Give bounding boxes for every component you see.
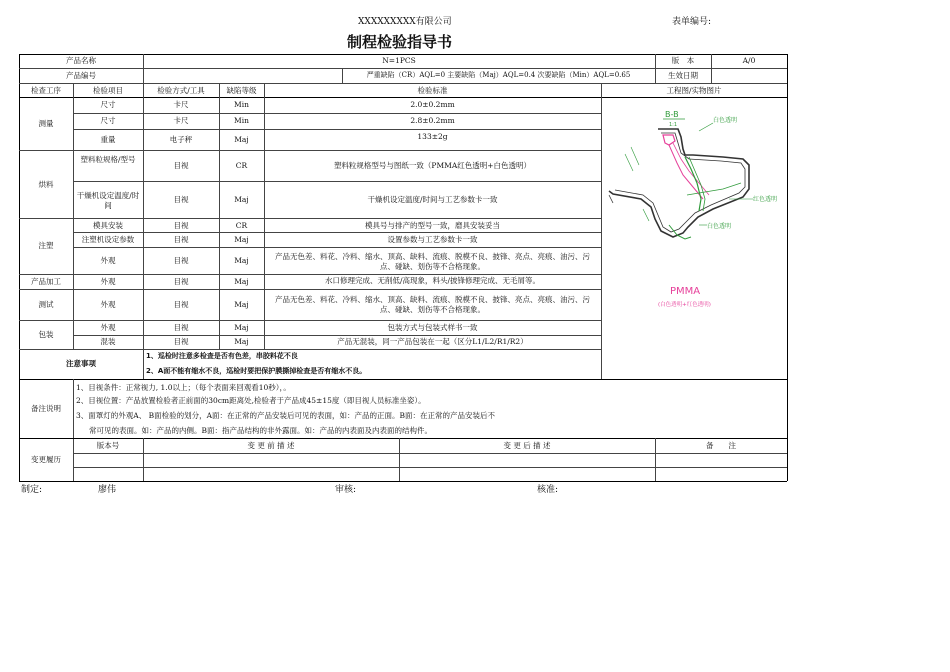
row-item: 塑料粒规格/型号 xyxy=(80,155,136,164)
note-line: 2、A面不能有缩水不良，巡检时要把保护膜撕掉检查是否有缩水不良。 xyxy=(146,367,367,375)
change-col-note: 备 注 xyxy=(706,441,736,450)
row-item: 尺寸 xyxy=(100,116,116,125)
row-method: 目视 xyxy=(173,277,189,286)
row-item: 外观 xyxy=(100,300,116,309)
row-level: Maj xyxy=(234,300,249,309)
row-item: 外观 xyxy=(100,277,116,286)
row-level: Maj xyxy=(234,195,249,204)
product-code-label: 产品编号 xyxy=(66,71,96,80)
change-history-label: 变更履历 xyxy=(31,455,61,464)
process-measure: 测量 xyxy=(38,119,54,128)
col-header-process: 检查工序 xyxy=(31,86,61,95)
row-standard: 2.8±0.2mm xyxy=(410,116,455,125)
row-standard: 产品无混装，同一产品包装在一起（区分L1/L2/R1/R2） xyxy=(337,337,528,346)
col-header-standard: 检验标准 xyxy=(417,86,448,95)
process-testing: 测试 xyxy=(38,300,54,309)
col-header-drawing: 工程图/实物图片 xyxy=(666,86,722,95)
row-standard: 产品无色差、料花、冷料、缩水、顶高、缺料、流痕、脱模不良、披锋、亮点、亮痕、油污、污点、碰缺、划伤等不合格现象。 xyxy=(275,295,590,315)
row-level: CR xyxy=(235,221,248,230)
callout-bottom: 白色透明 xyxy=(707,223,732,230)
row-standard: 设置参数与工艺参数卡一致 xyxy=(387,235,478,244)
row-level: CR xyxy=(235,161,248,170)
row-method: 目视 xyxy=(173,337,189,346)
inner-profile-icon xyxy=(615,133,745,232)
col-header-level: 缺陷等级 xyxy=(226,86,257,95)
process-packing: 包装 xyxy=(38,330,54,339)
row-method: 卡尺 xyxy=(173,100,189,109)
notes-label: 注意事项 xyxy=(66,359,96,368)
version-label: 版 本 xyxy=(671,56,695,65)
row-item: 重量 xyxy=(100,135,116,144)
row-item: 干燥机设定温度/时间 xyxy=(76,191,140,211)
row-standard: 133±2g xyxy=(417,132,448,141)
col-header-item: 检验项目 xyxy=(93,86,123,95)
approve-label: 核准: xyxy=(537,485,559,495)
material-note: (白色透明+红色透明) xyxy=(658,302,711,308)
company-name: XXXXXXXXX有限公司 xyxy=(358,17,452,27)
row-item: 模具安装 xyxy=(93,221,123,230)
row-level: Min xyxy=(234,100,249,109)
change-col-before: 变 更 前 描 述 xyxy=(247,441,295,450)
change-col-after: 变 更 后 描 述 xyxy=(503,441,551,450)
material-name: PMMA xyxy=(670,286,701,297)
row-method: 电子秤 xyxy=(169,135,193,144)
callout-right: 红色透明 xyxy=(753,196,778,203)
row-standard: 2.0±0.2mm xyxy=(410,100,455,109)
section-label: B-B xyxy=(665,110,679,119)
form-number-label: 表单编号: xyxy=(672,17,712,27)
remark-line: 1、目视条件：正常视力, 1.0以上；（每个表面来回观看10秒），。 xyxy=(76,383,291,392)
document-title: 制程检验指导书 xyxy=(347,33,453,51)
row-method: 卡尺 xyxy=(173,116,189,125)
row-level: Maj xyxy=(234,256,249,265)
row-level: Maj xyxy=(234,135,249,144)
review-label: 审核: xyxy=(335,485,357,495)
row-level: Maj xyxy=(234,323,249,332)
row-method: 目视 xyxy=(173,161,189,170)
row-standard: 塑料粒规格型号与图纸一致（PMMA红色透明+白色透明） xyxy=(333,161,532,170)
process-injection: 注塑 xyxy=(38,241,54,250)
row-standard: 模具号与排产的型号一致，磨具安装妥当 xyxy=(365,221,500,230)
remark-line: 3、面罩灯的外观A、 B面检验的划分，A面：在正常的产品安装后可见的表面，如：产品的正面。B面：在正常的产品安装后不 xyxy=(76,411,496,420)
col-header-method: 检验方式/工具 xyxy=(157,86,205,95)
made-by-name: 廖伟 xyxy=(98,485,117,495)
sample-quantity: N=1PCS xyxy=(382,56,416,65)
change-col-version: 版本号 xyxy=(96,441,120,450)
product-name-label: 产品名称 xyxy=(66,56,96,65)
row-method: 目视 xyxy=(173,195,189,204)
made-by-label: 制定: xyxy=(21,485,43,495)
scale-label: 1:1 xyxy=(669,122,678,128)
row-item: 外观 xyxy=(100,323,116,332)
remark-line: 常可见的表面。如：产品的内侧。B面：指产品结构的非外露面。如：产品的内表面及内表面的结构件。 xyxy=(89,426,433,435)
note-line: 1、巡检时注意多检查是否有色差，串胶料花不良 xyxy=(146,352,298,360)
row-item: 尺寸 xyxy=(100,100,116,109)
row-method: 目视 xyxy=(173,235,189,244)
row-item: 注塑机设定参数 xyxy=(81,235,135,244)
row-method: 目视 xyxy=(173,256,189,265)
row-item: 外观 xyxy=(100,256,116,265)
row-method: 目视 xyxy=(173,300,189,309)
row-standard: 产品无色差、料花、冷料、缩水、顶高、缺料、流痕、脱模不良、披锋、亮点、亮痕、油污、污点、碰缺、划伤等不合格现象。 xyxy=(275,252,590,272)
callout-top: 白色透明 xyxy=(713,117,738,124)
version-value: A/0 xyxy=(742,56,756,65)
remark-line: 2、目视位置：产品放置检验者正前面的30cm距离处,检验者于产品成45±15度（即目视人员标准坐姿）。 xyxy=(76,396,426,405)
row-standard: 干燥机设定温度/时间与工艺参数卡一致 xyxy=(367,195,498,204)
row-standard: 水口修理完成、无削低/高现象，料头/披锋修理完成、无毛屑等。 xyxy=(324,276,541,285)
engineering-drawing xyxy=(603,99,785,319)
row-method: 目视 xyxy=(173,221,189,230)
effective-date-label: 生效日期 xyxy=(668,71,698,80)
remarks-label: 备注说明 xyxy=(31,404,61,413)
row-method: 目视 xyxy=(173,323,189,332)
row-standard: 包装方式与包装式样书一致 xyxy=(387,323,478,332)
row-level: Min xyxy=(234,116,249,125)
row-item: 混装 xyxy=(100,337,116,346)
process-drying: 烘料 xyxy=(38,180,54,189)
aql-criteria: 严重缺陷（CR）AQL=0 主要缺陷（Maj）AQL=0.4 次要缺陷（Min）AQL=0.65 xyxy=(366,71,631,79)
row-level: Maj xyxy=(234,337,249,346)
section-drawing-svg xyxy=(603,99,785,319)
row-level: Maj xyxy=(234,235,249,244)
row-level: Maj xyxy=(234,277,249,286)
process-processing: 产品加工 xyxy=(31,277,61,286)
